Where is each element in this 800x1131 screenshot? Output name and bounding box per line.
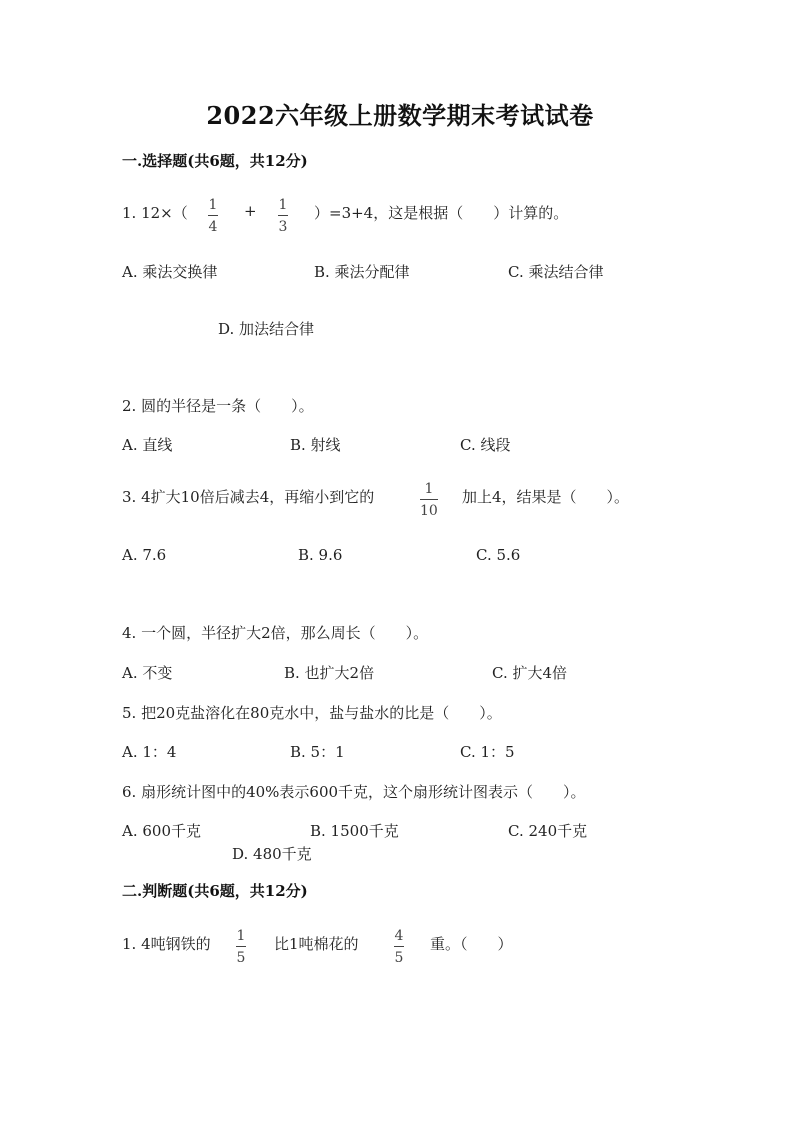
fraction-denominator: 5 — [394, 950, 404, 966]
q2-option-a: A. 直线 — [122, 436, 173, 454]
fraction-numerator: 1 — [208, 197, 218, 213]
q3-fraction — [420, 481, 438, 519]
s2-q1-fraction-2 — [394, 928, 404, 966]
q1-option-b: B. 乘法分配律 — [314, 263, 410, 281]
page-title: 2022六年级上册数学期末考试试卷 — [206, 101, 594, 130]
q6-option-b: B. 1500千克 — [310, 822, 399, 840]
q3-option-c: C. 5.6 — [476, 546, 521, 564]
q1-fraction-2 — [278, 197, 288, 235]
fraction-denominator: 10 — [420, 503, 438, 519]
q2-option-b: B. 射线 — [290, 436, 341, 454]
fraction-numerator: 1 — [278, 197, 288, 213]
fraction-numerator: 1 — [236, 928, 246, 944]
fraction-bar — [236, 946, 246, 947]
fraction-denominator: 4 — [208, 219, 218, 235]
fraction-denominator: 3 — [278, 219, 288, 235]
fraction-bar — [278, 215, 288, 216]
s2-q1-text-part2: 比1吨棉花的 — [274, 935, 359, 953]
q4-option-b: B. 也扩大2倍 — [284, 664, 375, 682]
q2-text: 2. 圆的半径是一条（ ）。 — [122, 397, 314, 415]
q4-option-c: C. 扩大4倍 — [492, 664, 568, 682]
q1-plus-sign: + — [244, 202, 257, 220]
s2-q1-text-part1: 1. 4吨钢铁的 — [122, 935, 211, 953]
q1-text-part1: 1. 12×（ — [122, 204, 188, 222]
q4-text: 4. 一个圆，半径扩大2倍，那么周长（ ）。 — [122, 624, 429, 642]
fraction-numerator: 1 — [424, 481, 434, 497]
fraction-denominator: 5 — [236, 950, 246, 966]
fraction-bar — [208, 215, 218, 216]
q1-option-c: C. 乘法结合律 — [508, 263, 604, 281]
fraction-numerator: 4 — [394, 928, 404, 944]
q4-option-a: A. 不变 — [122, 664, 173, 682]
q5-option-c: C. 1：5 — [460, 743, 515, 761]
q5-option-a: A. 1：4 — [122, 743, 177, 761]
q3-text-part1: 3. 4扩大10倍后减去4，再缩小到它的 — [122, 488, 375, 506]
q5-text: 5. 把20克盐溶化在80克水中，盐与盐水的比是（ ）。 — [122, 704, 502, 722]
q1-option-d: D. 加法结合律 — [218, 320, 315, 338]
q3-text-part2: 加上4，结果是（ ）。 — [462, 488, 630, 506]
q6-option-d: D. 480千克 — [232, 845, 312, 863]
section-heading-choice: 一.选择题(共6题，共12分) — [122, 152, 308, 170]
q1-text-part2: ）=3+4，这是根据（ ）计算的。 — [314, 204, 569, 222]
fraction-bar — [420, 499, 438, 500]
q2-option-c: C. 线段 — [460, 436, 511, 454]
q3-option-b: B. 9.6 — [298, 546, 343, 564]
q3-option-a: A. 7.6 — [122, 546, 167, 564]
section-heading-judgement: 二.判断题(共6题，共12分) — [122, 882, 308, 900]
q6-text: 6. 扇形统计图中的40%表示600千克，这个扇形统计图表示（ ）。 — [122, 783, 586, 801]
q6-option-c: C. 240千克 — [508, 822, 588, 840]
s2-q1-text-part3: 重。（ ） — [430, 935, 513, 953]
q5-option-b: B. 5：1 — [290, 743, 345, 761]
q1-fraction-1 — [208, 197, 218, 235]
q6-option-a: A. 600千克 — [122, 822, 201, 840]
q1-option-a: A. 乘法交换律 — [122, 263, 218, 281]
s2-q1-fraction-1 — [236, 928, 246, 966]
fraction-bar — [394, 946, 404, 947]
